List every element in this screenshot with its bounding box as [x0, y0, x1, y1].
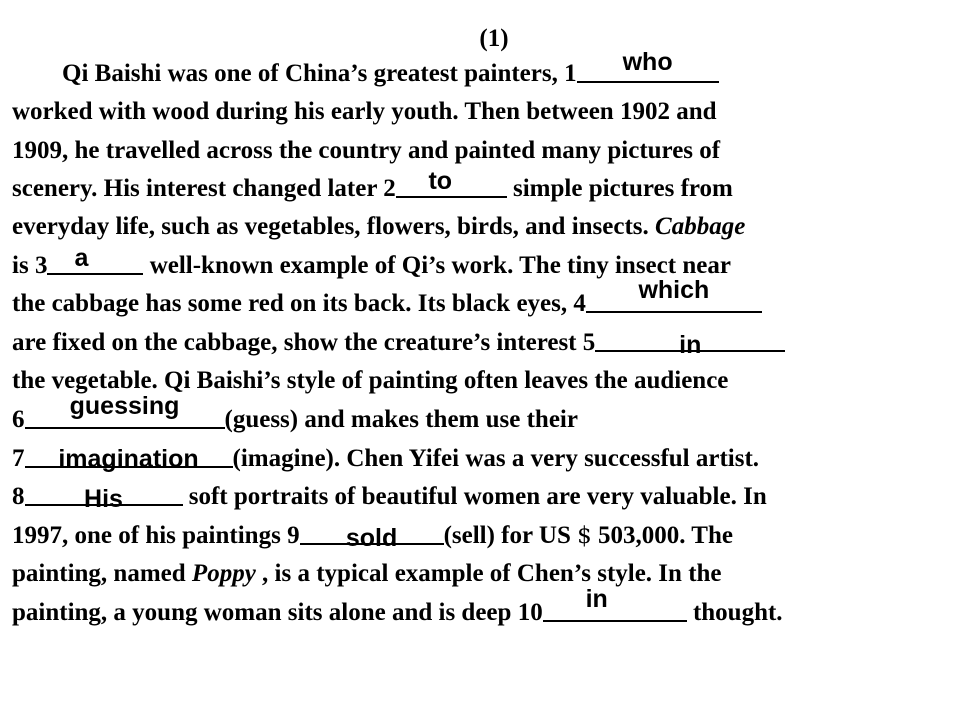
passage-line	[12, 585, 783, 628]
blank-number: 2	[383, 175, 396, 202]
passage-text: the cabbage has some red on its back. Its black eyes,	[12, 290, 574, 317]
blank-7[interactable]	[25, 444, 233, 473]
exercise-title: (1)	[479, 25, 509, 52]
passage-text: , is a typical example of Chen’s style. In the	[255, 560, 722, 587]
passage-text: 1997, one of his paintings	[12, 522, 288, 549]
blank-number: 4	[573, 290, 586, 317]
passage-text: the vegetable. Qi Baishi’s style of painting often leaves the audience	[12, 367, 729, 394]
passage-text: is	[12, 252, 35, 279]
blank-4[interactable]	[586, 276, 762, 313]
blank-1[interactable]	[577, 48, 719, 83]
passage-line	[12, 444, 759, 474]
passage-text: scenery. His interest changed later	[12, 175, 384, 202]
answer-text: in	[585, 585, 608, 613]
passage-text: 503,000. The	[591, 522, 733, 549]
passage-text: 1909, he travelled across the country and painted many pictures of	[12, 137, 721, 164]
blank-10[interactable]	[543, 585, 687, 622]
passage-line	[62, 48, 719, 89]
artwork-title-cabbage: Cabbage	[655, 213, 746, 240]
answer-text: His	[84, 485, 123, 513]
blank-number: 8	[12, 483, 25, 510]
answer-text: sold	[345, 524, 398, 552]
passage-text: simple pictures from	[506, 175, 733, 202]
answer-text: a	[74, 244, 89, 272]
blank-number: 5	[582, 329, 596, 356]
answer-text: guessing	[69, 392, 180, 420]
passage-line	[12, 392, 578, 435]
passage-text: soft portraits of beautiful women are very valuable. In	[182, 483, 767, 510]
answer-text: in	[679, 331, 702, 359]
passage-line	[12, 97, 717, 127]
answer-text: to	[428, 167, 453, 195]
dollar-sign: $	[577, 523, 592, 549]
passage-line	[12, 521, 733, 551]
blank-9[interactable]	[300, 521, 444, 552]
passage-line	[12, 136, 720, 166]
answer-text: who	[622, 48, 673, 76]
passage-text: are fixed on the cabbage, show the creature’s interest	[12, 329, 583, 356]
answer-text: imagination	[58, 445, 199, 473]
answer-text: which	[638, 276, 710, 304]
blank-2[interactable]	[396, 167, 507, 198]
passage-text: well-known example of Qi’s work. The tiny insect near	[143, 252, 731, 279]
passage-text: (imagine). Chen Yifei was a very successful artist.	[232, 445, 760, 472]
blank-number: 1	[564, 60, 577, 87]
passage-text: painting, a young woman sits alone and is deep	[12, 599, 518, 626]
artwork-title-poppy: Poppy	[191, 560, 256, 587]
passage-line	[12, 167, 733, 204]
passage-line	[12, 328, 785, 358]
passage-text: (sell) for US	[443, 522, 578, 549]
passage-line	[12, 212, 745, 242]
passage-text: worked with wood during his early youth. Then between 1902 and	[12, 98, 717, 125]
blank-6[interactable]	[25, 392, 225, 429]
blank-3[interactable]	[47, 244, 143, 275]
passage-line	[12, 276, 762, 319]
blank-number: 3	[34, 252, 48, 279]
passage-line	[12, 559, 722, 589]
passage-text: Qi Baishi was one of China’s greatest painters,	[62, 60, 565, 87]
blank-number: 7	[12, 445, 25, 472]
passage-line	[12, 482, 767, 512]
blank-5[interactable]	[595, 328, 785, 359]
passage-text: painting, named	[12, 560, 192, 587]
passage-text: everyday life, such as vegetables, flowers, birds, and insects.	[12, 213, 656, 240]
passage-text: (guess) and makes them use their	[224, 406, 578, 433]
blank-number: 10	[517, 599, 543, 626]
blank-number: 6	[12, 406, 25, 433]
blank-8[interactable]	[25, 482, 183, 513]
blank-number: 9	[287, 522, 300, 549]
passage-text: thought.	[686, 599, 783, 626]
